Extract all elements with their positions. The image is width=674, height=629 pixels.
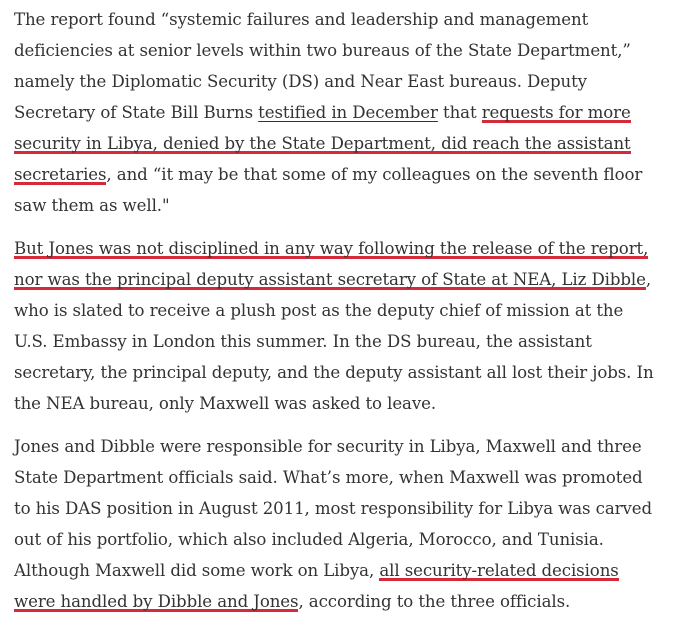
p2-line-5: secretary, the principal deputy, and the deputy assistant all lost their jobs. In [14,363,654,382]
p3-line-5-text: Although Maxwell did some work on Libya, [14,561,380,580]
red-underline-secretaries: secretaries [14,165,107,184]
p1-line-2: deficiencies at senior levels within two bureaus of the State Department,” [14,41,631,60]
p2-line-4: U.S. Embassy in London this summer. In the DS bureau, the assistant [14,332,592,351]
paragraph-3 [14,431,666,617]
red-underline-jones: But Jones was not disciplined in any way following the release of the report, [14,239,649,258]
red-underline-dibble: nor was the principal deputy assistant secretary of State at NEA, Liz Dibble [14,270,646,289]
p1-line-5 [14,128,666,159]
p1-line-1: The report found “systemic failures and leadership and management [14,10,589,29]
red-underline-security-libya: security in Libya, denied by the State Department, did reach the assistant [14,134,631,153]
p2-line-6: the NEA bureau, only Maxwell was asked to leave. [14,394,437,413]
p2-line-3: who is slated to receive a plush post as the deputy chief of mission at the [14,301,624,320]
p2-line-1 [14,233,666,264]
p3-line-2: State Department officials said. What’s more, when Maxwell was promoted [14,468,643,487]
p3-line-6-text: , according to the three officials. [298,592,571,611]
p1-line-6-text: , and “it may be that some of my colleagues on the seventh floor [106,165,643,184]
red-underline-handled: were handled by Dibble and Jones [14,592,299,611]
p1-line-4 [14,97,666,128]
p3-line-6 [14,586,666,617]
p3-line-4: out of his portfolio, which also included Algeria, Morocco, and Tunisia. [14,530,604,549]
red-underline-security-decisions: all security-related decisions [379,561,619,580]
p2-line-2 [14,264,666,295]
p1-line-4-text: Secretary of State Bill Burns [14,103,259,122]
p1-line-3: namely the Diplomatic Security (DS) and Near East bureaus. Deputy [14,72,587,91]
testified-link[interactable]: testified in December [258,103,438,122]
p3-line-3: to his DAS position in August 2011, most responsibility for Libya was carved [14,499,652,518]
p2-line-2-comma: , [645,270,652,289]
p1-line-6 [14,159,666,190]
p1-line-4-that: that [437,103,482,122]
paragraph-1 [14,4,666,221]
p3-line-5 [14,555,666,586]
red-underline-requests: requests for more [481,103,631,122]
paragraph-2 [14,233,666,419]
p1-line-7: saw them as well." [14,196,170,215]
p3-line-1: Jones and Dibble were responsible for security in Libya, Maxwell and three [14,437,642,456]
article-body [14,4,666,629]
